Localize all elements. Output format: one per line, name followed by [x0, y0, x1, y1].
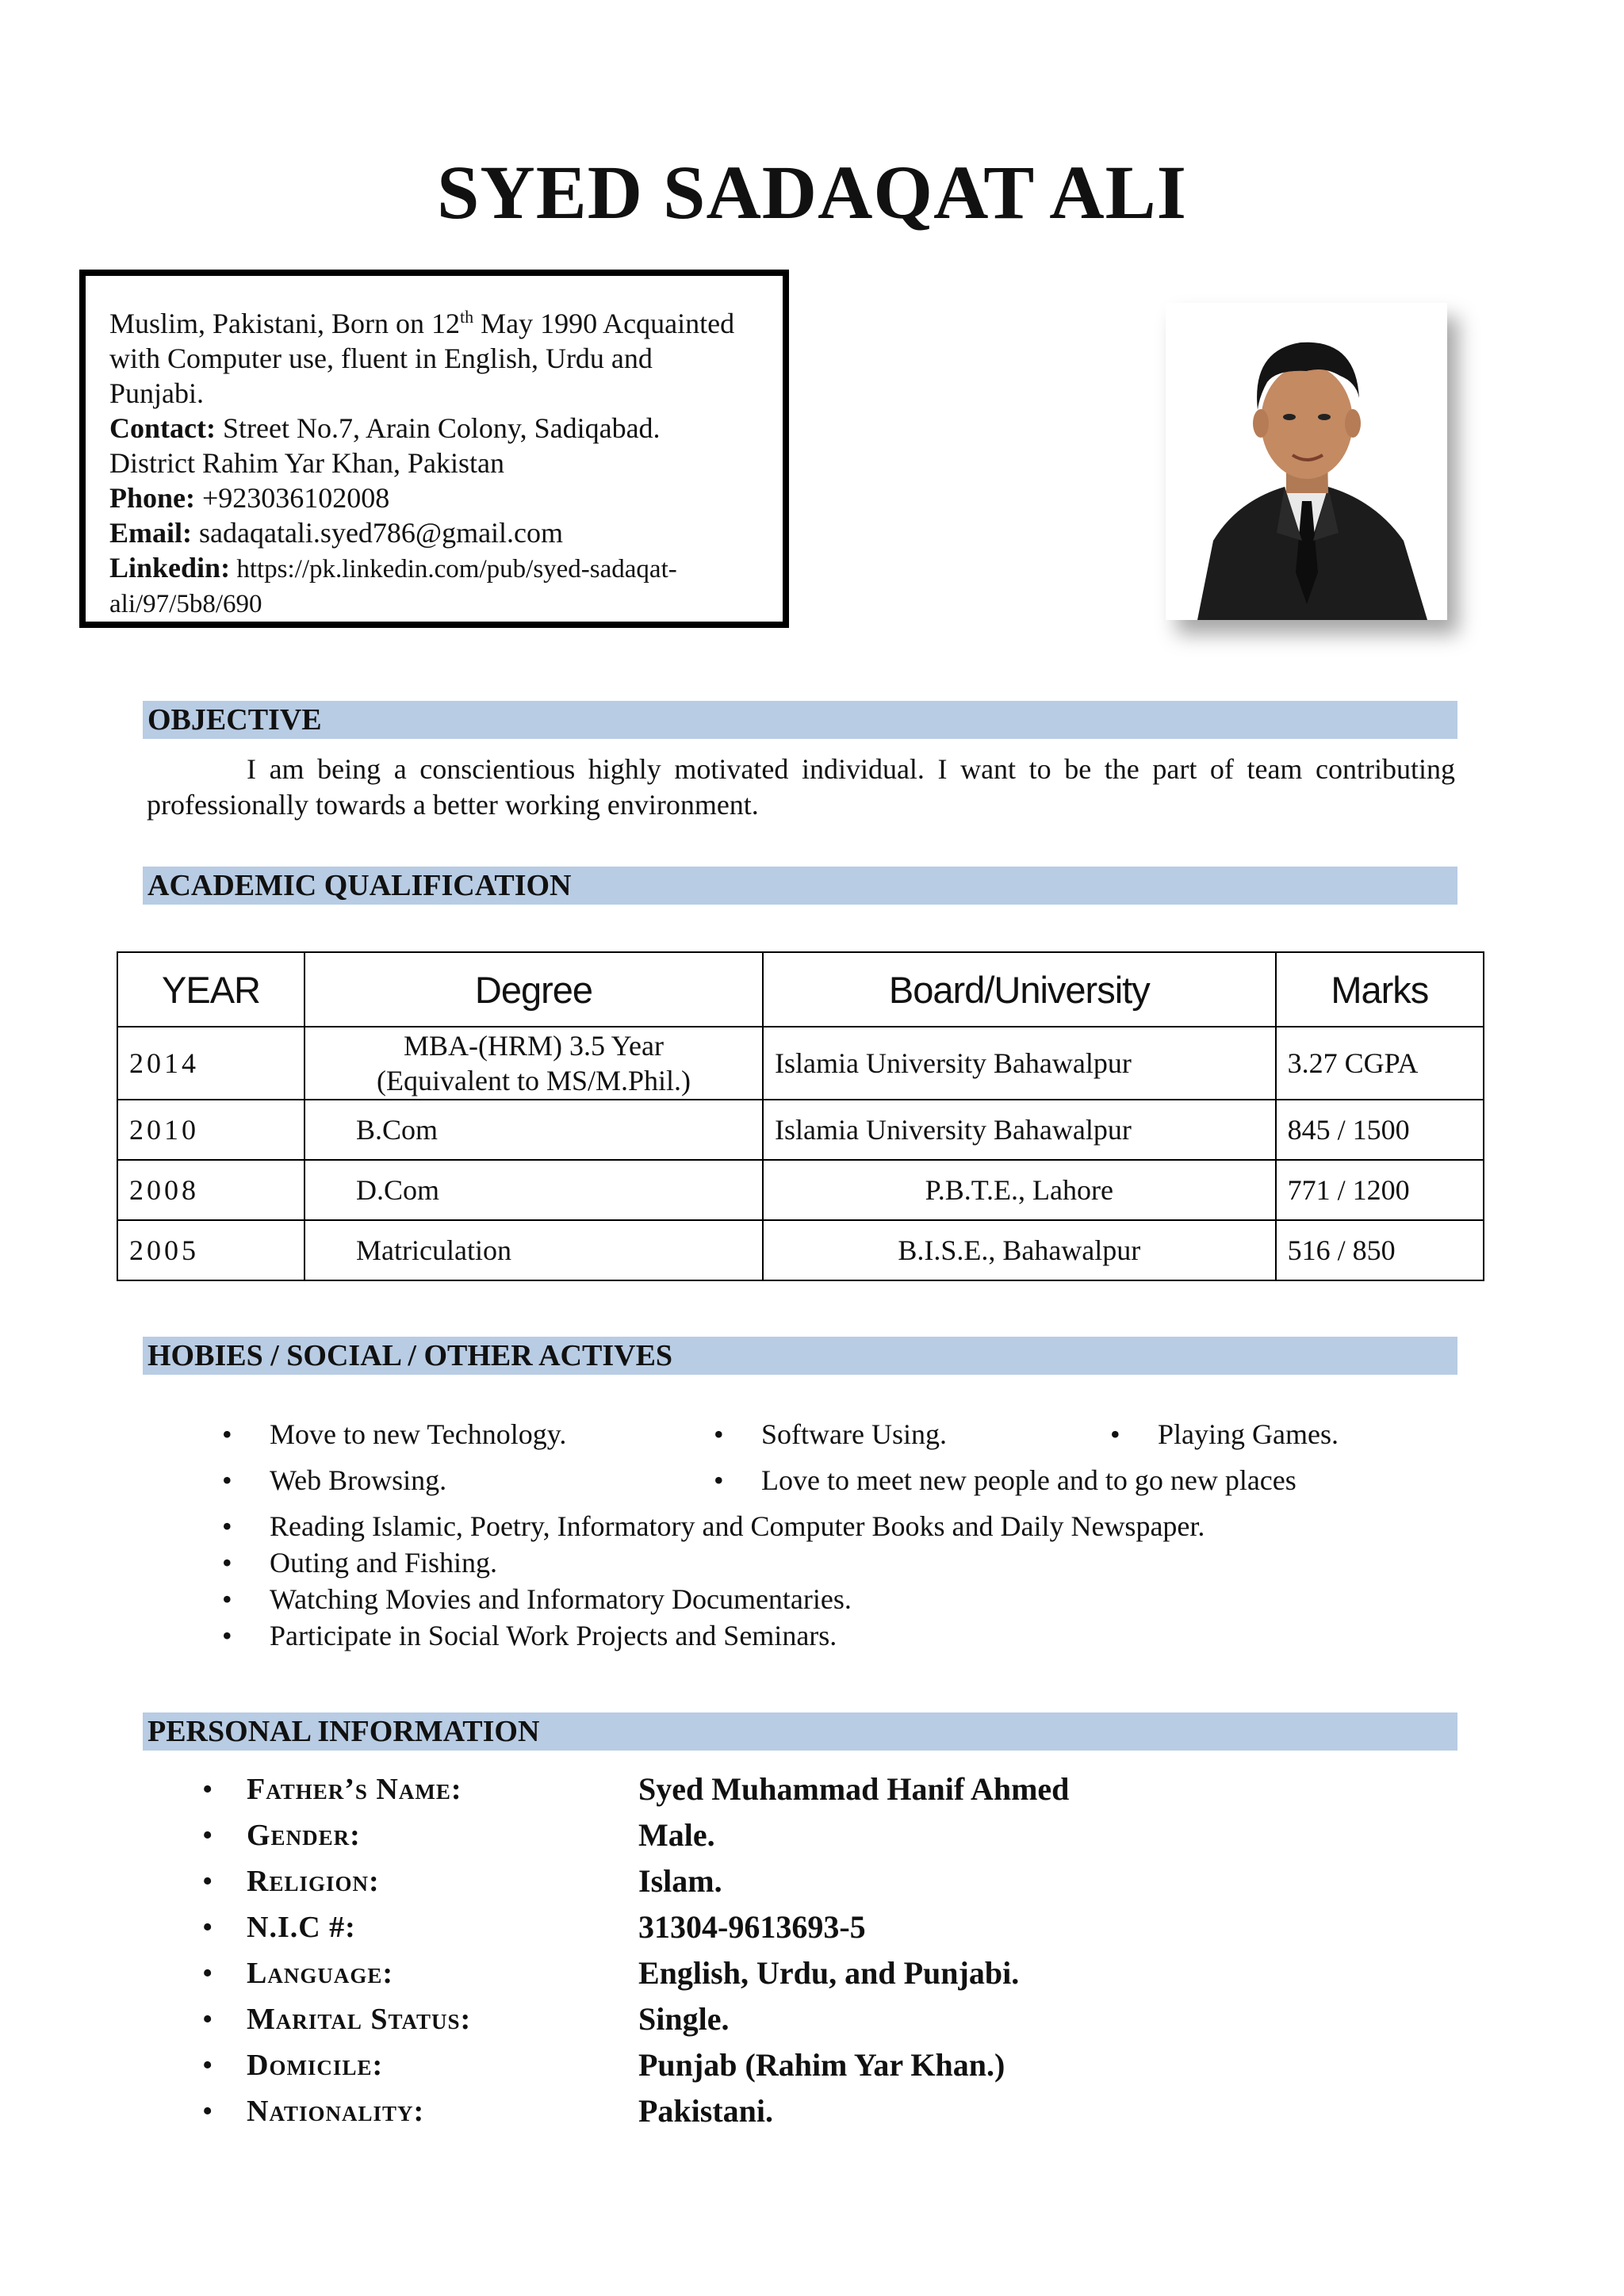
contact-label: Contact:	[109, 412, 216, 444]
personal-label: • Nationality:	[247, 2095, 425, 2128]
personal-value: Punjab (Rahim Yar Khan.)	[638, 2047, 1005, 2083]
cell-degree: B.Com	[304, 1100, 763, 1160]
personal-value: Single.	[638, 2001, 730, 2037]
cell-marks: 771 / 1200	[1276, 1160, 1484, 1220]
cell-marks: 845 / 1500	[1276, 1100, 1484, 1160]
linkedin-line	[109, 550, 759, 587]
phone-line	[109, 480, 759, 515]
table-row	[117, 1160, 1484, 1220]
list-item	[202, 1950, 1392, 1996]
cell-year: 2005	[117, 1220, 304, 1280]
phone-label: Phone:	[109, 482, 195, 514]
profile-photo-illustration	[1166, 303, 1447, 620]
list-item	[202, 1812, 1392, 1858]
list-item	[202, 2088, 1392, 2134]
section-header-academic: ACADEMIC QUALIFICATION	[143, 867, 1457, 905]
personal-label: • Father’s Name:	[247, 1773, 462, 1806]
col-header-degree: Degree	[304, 952, 763, 1027]
email-line	[109, 515, 759, 550]
personal-summary-box	[79, 270, 789, 628]
list-item: • Participate in Social Work Projects and Seminars.	[222, 1617, 1459, 1654]
table-row	[117, 1100, 1484, 1160]
academic-table	[117, 951, 1484, 1281]
personal-value: Islam.	[638, 1863, 722, 1899]
personal-value: Syed Muhammad Hanif Ahmed	[638, 1771, 1070, 1807]
list-item: • Outing and Fishing.	[222, 1544, 1459, 1581]
cell-year: 2014	[117, 1027, 304, 1100]
table-row	[117, 1220, 1484, 1280]
list-item: • Watching Movies and Informatory Documentaries.	[222, 1581, 1459, 1617]
cell-degree: MBA-(HRM) 3.5 Year (Equivalent to MS/M.Phil.)	[304, 1027, 763, 1100]
table-header-row	[117, 952, 1484, 1027]
list-item: • Reading Islamic, Poetry, Informatory and Computer Books and Daily Newspaper.	[222, 1508, 1459, 1544]
list-item	[202, 1904, 1392, 1950]
cell-year: 2010	[117, 1100, 304, 1160]
cell-marks: 3.27 CGPA	[1276, 1027, 1484, 1100]
cell-board: Islamia University Bahawalpur	[763, 1100, 1276, 1160]
personal-info-list	[202, 1766, 1392, 2134]
contact-line-2: District Rahim Yar Khan, Pakistan	[109, 447, 504, 479]
personal-value: Pakistani.	[638, 2093, 774, 2129]
objective-text: I am being a conscientious highly motivated individual. I want to be the part of team contributing professionally towards a better working environment.	[147, 753, 1455, 821]
cell-year: 2008	[117, 1160, 304, 1220]
list-item	[202, 1996, 1392, 2042]
personal-label: • Language:	[247, 1957, 394, 1990]
email-value: sadaqatali.syed786@gmail.com	[192, 517, 564, 549]
personal-label: • Religion:	[247, 1865, 380, 1898]
col-header-board: Board/University	[763, 952, 1276, 1027]
intro-line-1: Muslim, Pakistani, Born on 12th May 1990 Acquainted	[109, 307, 735, 339]
intro-line-2: with Computer use, fluent in English, Urdu and	[109, 342, 653, 374]
personal-label: • Marital Status:	[247, 2003, 472, 2036]
table-row	[117, 1027, 1484, 1100]
personal-label: • N.I.C #:	[247, 1911, 356, 1944]
personal-value: Male.	[638, 1817, 715, 1853]
personal-value: English, Urdu, and Punjabi.	[638, 1955, 1020, 1991]
list-item	[202, 1766, 1392, 1812]
cell-board: B.I.S.E., Bahawalpur	[763, 1220, 1276, 1280]
contact-line	[109, 411, 759, 446]
intro-line-3: Punjabi.	[109, 377, 205, 409]
cell-marks: 516 / 850	[1276, 1220, 1484, 1280]
section-header-personal: PERSONAL INFORMATION	[143, 1712, 1457, 1751]
personal-value: 31304-9613693-5	[638, 1909, 866, 1945]
email-label: Email:	[109, 517, 192, 549]
linkedin-url-cont: ali/97/5b8/690	[109, 590, 262, 618]
personal-label: • Gender:	[247, 1819, 361, 1852]
list-item	[202, 2042, 1392, 2088]
hobby-list	[222, 1508, 1459, 1654]
col-header-marks: Marks	[1276, 952, 1484, 1027]
col-header-year: YEAR	[117, 952, 304, 1027]
resume-page: SYED SADAQAT ALI Muslim, Pakistani, Born on 12th May 1990 Acquainted with Computer use, fluent in English, Urdu and Punjabi. Contact: Street No.7, Arain Colony, Sadiqabad. District Rahim Yar Khan, Pakistan Phone: +923036102008 Email: sadaqatali.syed786@gmail.com Linkedin: https://pk.linkedin.com/pub/syed-sadaqat- ali/97/5b8/690 OBJECTIVE I am being a conscientious highly motivated individual. I want to be the part of team contributing professionally towards a better working environment. ACADEMIC QUALIFICATION YEAR Degree Board/University Marks 2014 MBA-(HRM) 3.5 Year (Equivalent to MS/M.Phil.) Islamia University Bahawalpur 3.27 CGPA 2010 B.Com Islamia University Bahawalpur 845 / 1500 2008 D.Com P.B.T.E., Lahore 771 / 1200 2005 Matriculation B.I.S.E., Bahawalpur 516 / 850 HOBIES / SOCIAL / OTHER ACTIVES • Move to new Technology. • Software Using. • Playing Games. • Web Browsing. • Love to meet new people and to go new places • Reading Islamic, Poetry, Informatory and Computer Books and Daily Newspaper. • Outing and Fishing. • Watching Movies and Informatory Documentaries. • Participate in Social Work Projects and Seminars. PERSONAL INFORMATION • Father’s Name: Syed Muhammad Hanif Ahmed • Gender: Male. • Religion: Islam. • N.I.C #: 31304-9613693-5 • Language: English, Urdu, and Punjabi. • Marital Status: Single. • Domicile: Punjab (Rahim Yar Khan.) • Nationality: Pakistani.	[0, 0, 1624, 2296]
cell-degree: Matriculation	[304, 1220, 763, 1280]
cell-degree: D.Com	[304, 1160, 763, 1220]
linkedin-label: Linkedin:	[109, 552, 231, 584]
contact-address: Street No.7, Arain Colony, Sadiqabad.	[215, 412, 661, 444]
section-header-hobbies: HOBIES / SOCIAL / OTHER ACTIVES	[143, 1337, 1457, 1375]
linkedin-url: https://pk.linkedin.com/pub/syed-sadaqat-	[230, 555, 677, 584]
candidate-name: SYED SADAQAT ALI	[436, 150, 1188, 235]
personal-label: • Domicile:	[247, 2049, 384, 2082]
list-item	[202, 1858, 1392, 1904]
phone-value: +923036102008	[195, 482, 390, 514]
cell-board: P.B.T.E., Lahore	[763, 1160, 1276, 1220]
profile-photo	[1166, 303, 1447, 620]
section-header-objective: OBJECTIVE	[143, 701, 1457, 739]
cell-board: Islamia University Bahawalpur	[763, 1027, 1276, 1100]
